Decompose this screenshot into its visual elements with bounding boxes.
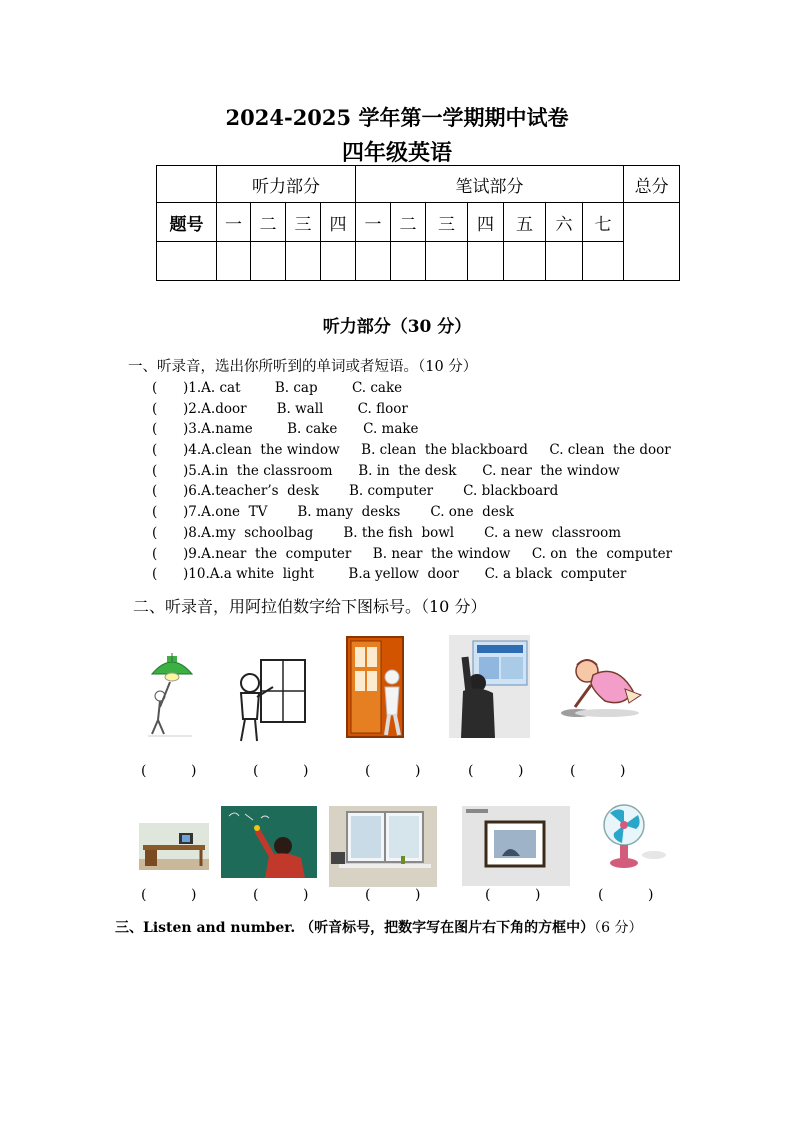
written-item: 二: [391, 203, 426, 242]
poster-picture: [449, 635, 530, 738]
question-item[interactable]: ( )2.A.door B. wall C. floor: [152, 400, 408, 417]
answer-blank[interactable]: ( ): [598, 887, 654, 903]
exam-title: 2024-2025 学年第一学期期中试卷: [225, 105, 569, 130]
item-number-label: 题号: [157, 203, 217, 242]
score-entry-cell[interactable]: [546, 242, 583, 281]
written-item: 三: [426, 203, 468, 242]
answer-blank[interactable]: ( ): [365, 887, 421, 903]
score-entry-cell[interactable]: [356, 242, 391, 281]
question-1-heading: 一、听录音，选出你所听到的单词或者短语。（10 分）: [128, 359, 478, 375]
question-3-points: （6 分）: [594, 920, 643, 936]
answer-blank[interactable]: ( ): [365, 763, 421, 779]
listening-section-title: 听力部分（30 分）: [322, 317, 472, 337]
question-item[interactable]: ( )3.A.name B. cake C. make: [152, 421, 419, 438]
listening-item: 二: [251, 203, 286, 242]
answer-blank[interactable]: ( ): [570, 763, 626, 779]
written-item: 一: [356, 203, 391, 242]
question-item[interactable]: ( )8.A.my schoolbag B. the fish bowl C. a new classroom: [152, 524, 622, 541]
written-item: 六: [546, 203, 583, 242]
score-table: [156, 165, 680, 281]
answer-blank[interactable]: ( ): [485, 887, 541, 903]
total-header: 总分: [624, 166, 680, 203]
total-score-cell[interactable]: [624, 203, 680, 281]
question-item[interactable]: ( )1.A. cat B. cap C. cake: [152, 380, 403, 396]
score-entry-cell[interactable]: [468, 242, 504, 281]
written-item: 五: [504, 203, 546, 242]
score-entry-cell[interactable]: [426, 242, 468, 281]
question-1-list: [152, 378, 672, 585]
answer-blank[interactable]: ( ): [141, 763, 197, 779]
question-item[interactable]: ( )9.A.near the computer B. near the window C. on the computer: [152, 545, 673, 562]
fan-picture: [598, 803, 668, 871]
score-corner-cell: [157, 166, 217, 203]
question-3-heading: [115, 917, 642, 937]
answer-blank[interactable]: ( ): [253, 887, 309, 903]
desk-picture: [139, 823, 209, 870]
score-entry-cell[interactable]: [286, 242, 321, 281]
answer-blank[interactable]: ( ): [253, 763, 309, 779]
score-entry-cell[interactable]: [251, 242, 286, 281]
answer-blank[interactable]: ( ): [468, 763, 524, 779]
question-item[interactable]: ( )10.A.a white light B.a yellow door C. a black computer: [152, 566, 627, 583]
written-item: 七: [583, 203, 624, 242]
score-entry-cell[interactable]: [583, 242, 624, 281]
picture-frame-picture: [462, 806, 570, 886]
question-2-heading: 二、听录音，用阿拉伯数字给下图标号。（10 分）: [133, 597, 487, 616]
score-entry-label-cell: [157, 242, 217, 281]
score-entry-cell[interactable]: [391, 242, 426, 281]
question-item[interactable]: ( )6.A.teacher’s desk B. computer C. blackboard: [152, 483, 559, 500]
blackboard-picture: [221, 806, 317, 878]
listening-item: 一: [217, 203, 251, 242]
score-entry-cell[interactable]: [504, 242, 546, 281]
listening-header: 听力部分: [217, 166, 356, 203]
written-item: 四: [468, 203, 504, 242]
question-item[interactable]: ( )7.A.one TV B. many desks C. one desk: [152, 504, 514, 521]
question-item[interactable]: ( )5.A.in the classroom B. in the desk C. near the window: [152, 462, 620, 479]
exam-subtitle: 四年级英语: [341, 140, 452, 166]
written-header: 笔试部分: [356, 166, 624, 203]
floor-sweeping-picture: [555, 655, 643, 721]
listening-item: 三: [286, 203, 321, 242]
listening-item: 四: [321, 203, 356, 242]
window-cleaning-picture: [233, 657, 309, 744]
score-entry-cell[interactable]: [217, 242, 251, 281]
window-picture: [329, 806, 437, 887]
answer-blank[interactable]: ( ): [141, 887, 197, 903]
door-picture: [345, 635, 407, 738]
lamp-picture: [140, 652, 200, 737]
question-3-instruction: 三、Listen and number. （听音标号，把数字写在图片右下角的方框中）: [115, 920, 595, 936]
question-item[interactable]: ( )4.A.clean the window B. clean the blackboard C. clean the door: [152, 442, 671, 459]
score-entry-cell[interactable]: [321, 242, 356, 281]
